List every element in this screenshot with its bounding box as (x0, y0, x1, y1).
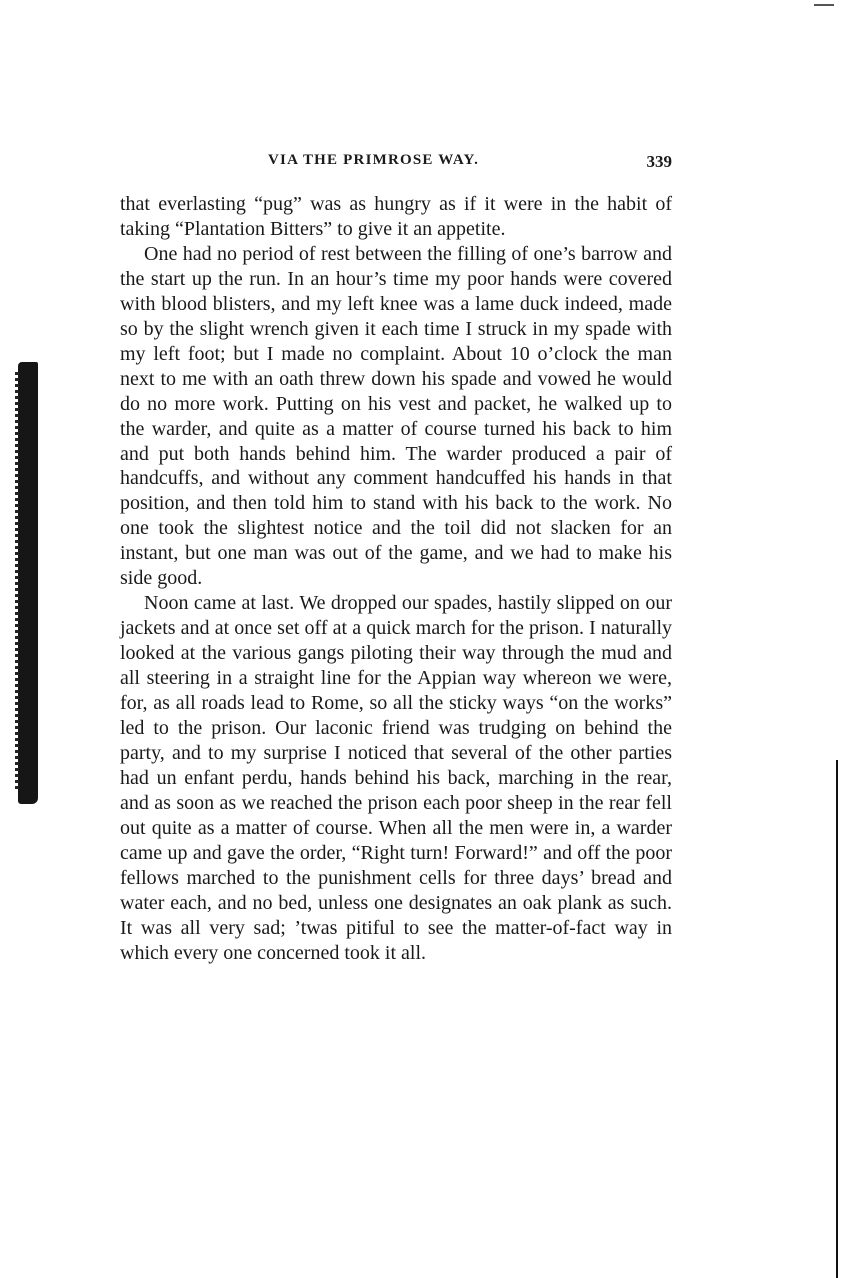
scan-corner-mark (814, 4, 834, 6)
scan-binding-shadow (18, 362, 38, 804)
body-text (120, 192, 672, 966)
page-number: 339 (646, 152, 672, 171)
paragraph-continued: that everlasting “pug” was as hungry as if it were in the habit of taking “Plantation Bitters” to give it an appetite. (120, 193, 672, 240)
page-header (120, 152, 672, 178)
paragraph-barrow: One had no period of rest between the filling of one’s barrow and the start up the run. In an hour’s time my poor hands were covered with blood blisters, and my left knee was a lame duck indeed, made so by the slight wrench given it each time I struck in my spade with my left foot; but I made no complaint. About 10 o’clock the man next to me with an oath threw down his spade and vowed he would do no more work. Putting on his vest and packet, he walked up to the warder, and quite as a matter of course turned his back to him and put both hands behind him. The warder produced a pair of handcuffs, and without any comment handcuffed his hands in that position, and then told him to stand with his back to the work. No one took the slightest notice and the toil did not slacken for an instant, but one man was out of the game, and we had to make his side good. (120, 242, 672, 590)
scan-edge-line (836, 760, 838, 1278)
running-head: VIA THE PRIMROSE WAY. (268, 152, 480, 168)
paragraph-noon: Noon came at last. We dropped our spades, hastily slipped on our jackets and at once set off at a quick march for the prison. I naturally looked at the various gangs piloting their way through the mud and all steering in a straight line for the Appian way whereon we were, for, as all roads lead to Rome, so all the sticky ways “on the works” led to the prison. Our laconic friend was trudging on behind the party, and to my surprise I noticed that several of the other parties had un enfant perdu, hands behind his back, marching in the rear, and as soon as we reached the prison each poor sheep in the rear fell out quite as a matter of course. When all the men were in, a warder came up and gave the order, “Right turn! Forward!” and off the poor fellows marched to the punishment cells for three days’ bread and water each, and no bed, unless one designates an oak plank as such. It was all very sad; ’twas pitiful to see the matter-of-fact way in which every one concerned took it all. (120, 592, 672, 964)
